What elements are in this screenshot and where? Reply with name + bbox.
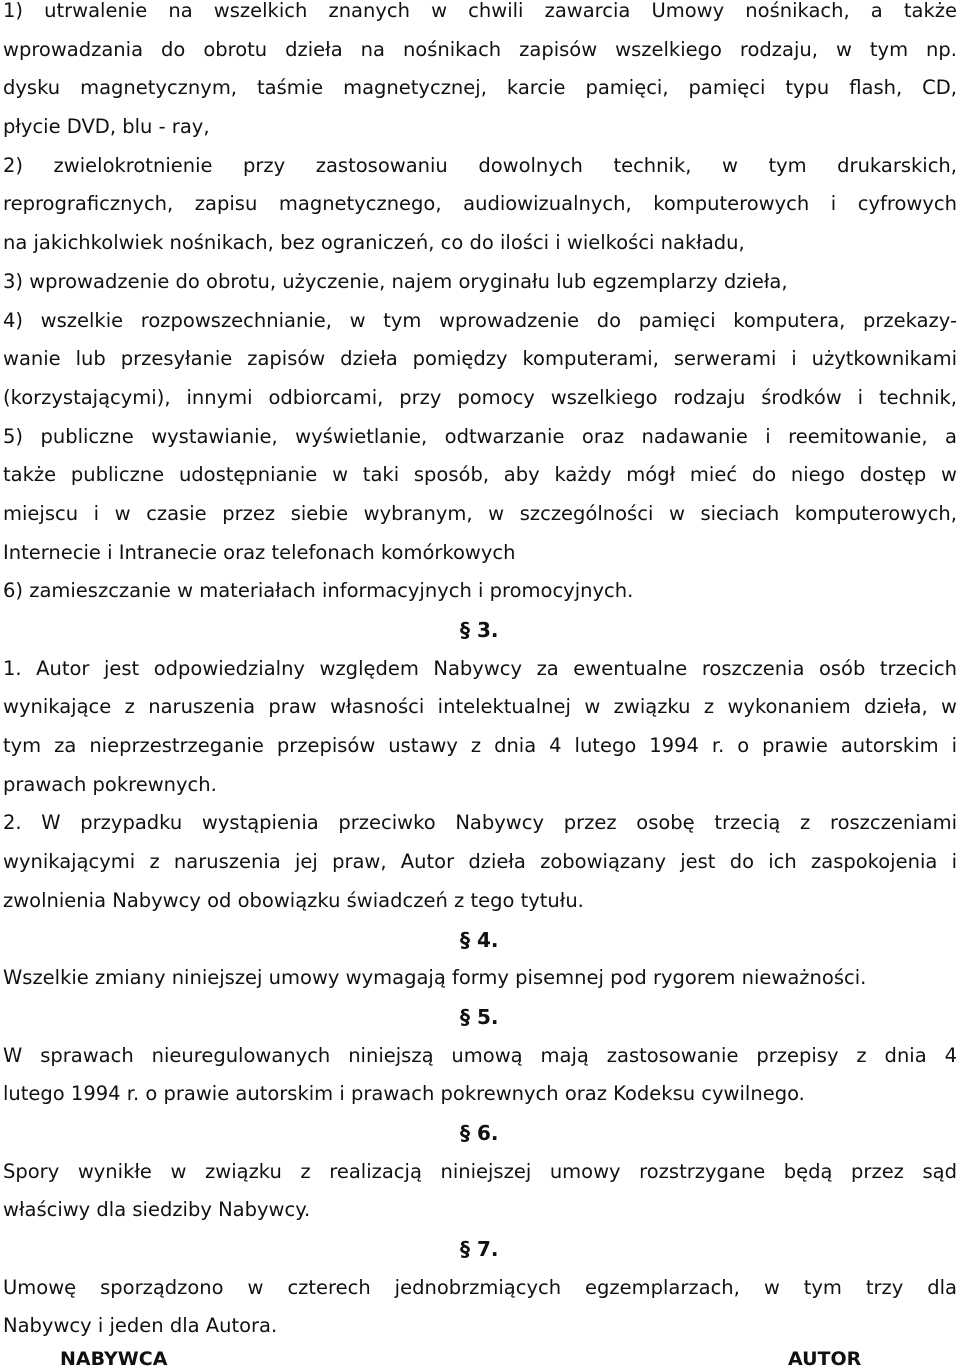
text-line: także publiczne udostępnianie w taki sposób, aby każdy mógł mieć do niego dostęp w	[3, 463, 957, 487]
contract-page	[3, 0, 957, 1346]
section-heading: § 4.	[460, 927, 499, 952]
text-line: właściwy dla siedziby Nabywcy.	[3, 1198, 311, 1222]
signature-row	[0, 1348, 960, 1371]
text-line: 2) zwielokrotnienie przy zastosowaniu dowolnych technik, w tym drukarskich,	[3, 153, 957, 177]
text-line: prawach pokrewnych.	[3, 772, 217, 796]
text-line: 4) wszelkie rozpowszechnianie, w tym wprowadzenie do pamięci komputera, przekazy-	[3, 308, 957, 332]
text-line: 5) publiczne wystawianie, wyświetlanie, odtwarzanie oraz nadawanie i reemitowanie, a	[3, 424, 957, 448]
section-heading: § 7.	[460, 1237, 499, 1261]
text-line: dysku magnetycznym, taśmie magnetycznej, karcie pamięci, pamięci typu flash, CD,	[3, 76, 957, 100]
text-line: wanie lub przesyłanie zapisów dzieła pomiędzy komputerami, serwerami i użytkownikami	[3, 347, 957, 371]
text-line: Nabywcy i jeden dla Autora.	[3, 1314, 278, 1338]
text-line: Wszelkie zmiany niniejszej umowy wymagają formy pisemnej pod rygorem nieważności.	[3, 966, 867, 990]
section-heading: § 6.	[460, 1120, 499, 1145]
text-line: 2. W przypadku wystąpienia przeciwko Nabywcy przez osobę trzecią z roszczeniami	[3, 811, 957, 835]
text-line: płycie DVD, blu - ray,	[3, 115, 210, 139]
text-line: miejscu i w czasie przez siebie wybranym, w szczególności w sieciach komputerowych,	[3, 501, 957, 525]
text-line: 1) utrwalenie na wszelkich znanych w chwili zawarcia Umowy nośnikach, a także	[3, 0, 957, 22]
text-line: na jakichkolwiek nośnikach, bez ograniczeń, co do ilości i wielkości nakładu,	[3, 231, 745, 255]
signature-author: AUTOR	[788, 1348, 862, 1370]
section-heading: § 5.	[460, 1004, 499, 1029]
section-heading: § 3.	[460, 618, 499, 642]
signature-buyer: NABYWCA	[60, 1348, 168, 1370]
text-line: Internecie i Intranecie oraz telefonach komórkowych	[3, 540, 516, 564]
text-line: 6) zamieszczanie w materiałach informacyjnych i promocyjnych.	[3, 579, 634, 603]
text-line: lutego 1994 r. o prawie autorskim i prawach pokrewnych oraz Kodeksu cywilnego.	[3, 1082, 805, 1106]
text-line: wprowadzania do obrotu dzieła na nośnikach zapisów wszelkiego rodzaju, w tym np.	[3, 37, 957, 61]
text-line: tym za nieprzestrzeganie przepisów ustawy z dnia 4 lutego 1994 r. o prawie autorskim i	[3, 734, 957, 758]
text-line: wynikające z naruszenia praw własności intelektualnej w związku z wykonaniem dzieła, w	[3, 695, 957, 719]
text-line: 1. Autor jest odpowiedzialny względem Nabywcy za ewentualne roszczenia osób trzecich	[3, 656, 957, 680]
text-line: (korzystającymi), innymi odbiorcami, przy pomocy wszelkiego rodzaju środków i technik,	[3, 385, 957, 409]
text-line: wynikającymi z naruszenia jej praw, Autor dzieła zobowiązany jest do ich zaspokojenia i	[3, 850, 957, 874]
text-line: Umowę sporządzono w czterech jednobrzmiących egzemplarzach, w tym trzy dla	[3, 1275, 957, 1299]
text-line: zwolnienia Nabywcy od obowiązku świadczeń z tego tytułu.	[3, 888, 584, 912]
text-line: Spory wynikłe w związku z realizacją niniejszej umowy rozstrzygane będą przez sąd	[3, 1159, 957, 1183]
text-line: 3) wprowadzenie do obrotu, użyczenie, najem oryginału lub egzemplarzy dzieła,	[3, 269, 788, 293]
text-line: reprograficznych, zapisu magnetycznego, audiowizualnych, komputerowych i cyfrowych	[3, 192, 957, 216]
text-line: W sprawach nieuregulowanych niniejszą umową mają zastosowanie przepisy z dnia 4	[3, 1043, 957, 1067]
